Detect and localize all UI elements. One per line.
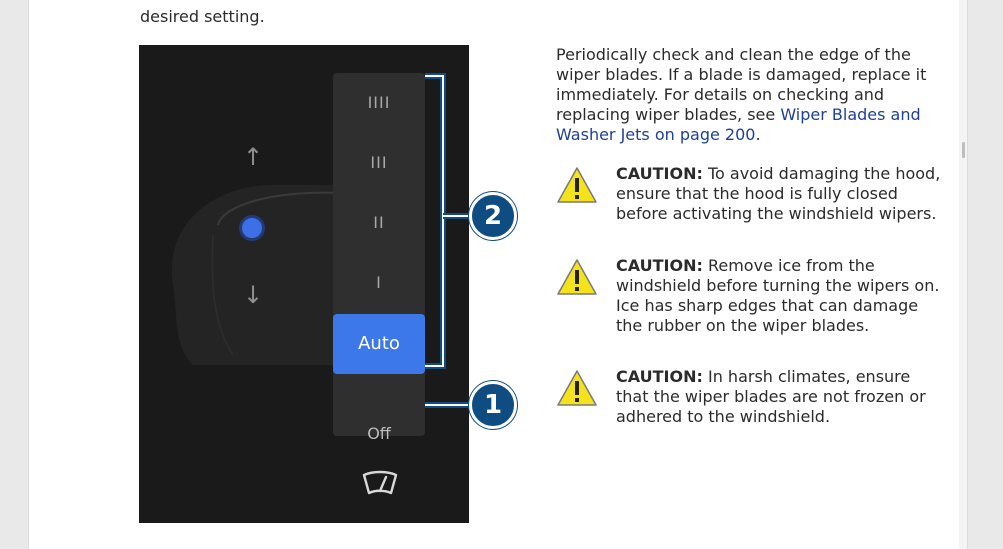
caution-text: To avoid damaging the hood, ensure that the hood is fully closed before activating the windshield wipers. (616, 164, 941, 223)
wiper-blades-link[interactable]: Wiper Blades and Washer Jets on page 200 (556, 105, 921, 144)
caution-keyword: CAUTION: (616, 256, 703, 275)
speed-4-option[interactable]: IIII (367, 93, 391, 112)
caution-text: In harsh climates, ensure that the wiper blades are not frozen or adhered to the windshield. (616, 367, 926, 426)
paragraph-text: Periodically check and clean the edge of the wiper blades. If a blade is damaged, replace it immediately. For details on checking and replacing wiper blades, see (556, 45, 927, 124)
intro-text: desired setting. (140, 7, 265, 26)
caution-keyword: CAUTION: (616, 164, 703, 183)
scroll-thumb[interactable] (962, 142, 965, 158)
caution-keyword: CAUTION: (616, 367, 703, 386)
off-option[interactable]: Off (367, 424, 391, 443)
callout-2: 2 (469, 192, 517, 240)
arrow-up-icon: ↑ (243, 143, 264, 171)
wiper-speed-panel (333, 73, 425, 443)
warning-triangle-icon (556, 258, 598, 296)
warning-triangle-icon (556, 369, 598, 407)
speed-3-option[interactable]: III (370, 153, 388, 172)
warning-triangle-icon (556, 166, 598, 204)
speed-2-option[interactable]: II (373, 213, 385, 232)
callout-1: 1 (469, 381, 517, 429)
scrollbar[interactable] (959, 0, 967, 549)
speed-1-option[interactable]: I (376, 273, 382, 292)
wiper-stalk-image (153, 165, 353, 365)
auto-button[interactable]: Auto (333, 314, 425, 374)
wiper-control-figure (139, 45, 469, 523)
wiper-maintenance-paragraph (556, 45, 956, 145)
arrow-down-icon: ↓ (243, 281, 264, 309)
callout-lines (425, 72, 525, 432)
paragraph-end: . (755, 125, 761, 144)
stalk-button (239, 215, 265, 241)
windshield-wiper-icon (361, 469, 399, 497)
manual-page (28, 0, 968, 549)
caution-text: Remove ice from the windshield before turning the wipers on. Ice has sharp edges that can damage the rubber on the wiper blades. (616, 256, 940, 335)
